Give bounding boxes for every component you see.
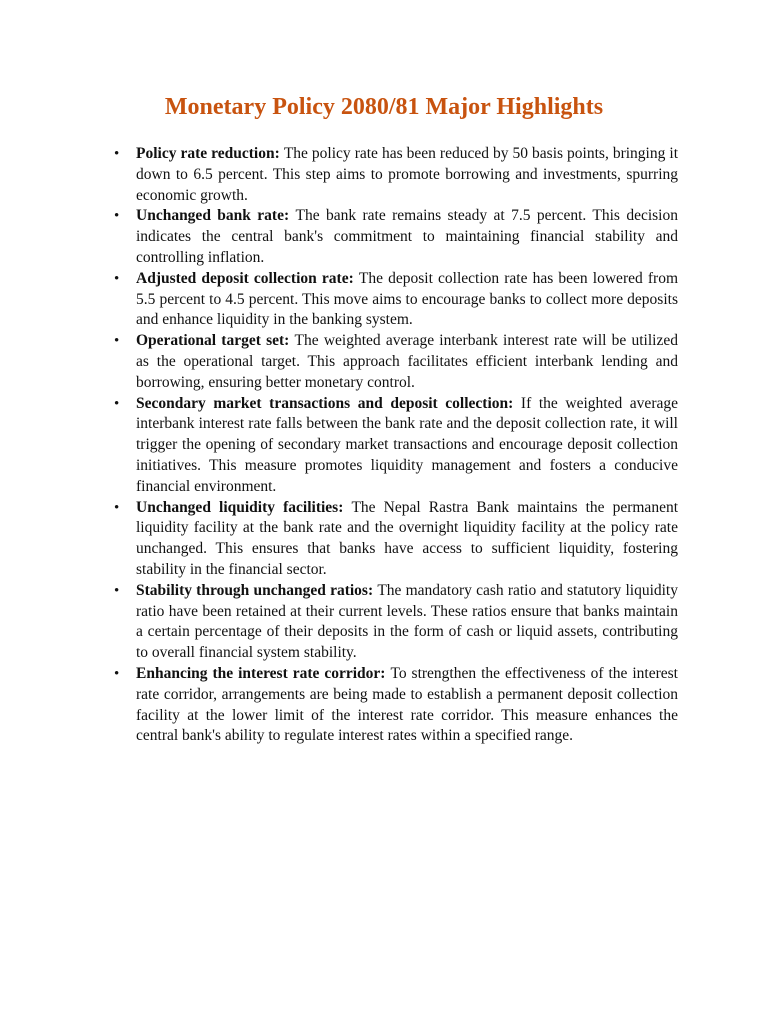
- item-text: The policy rate has been reduced by 50 basis points, bringing it down to 6.5 percent. This step aims to promote borrowing and investments, spurring economic growth.: [136, 145, 679, 204]
- item-text: To strengthen the effectiveness of the interest rate corridor, arrangements are being made to establish a permanent deposit collection facility at the lower limit of the interest rate corridor. This measure enhances the central bank's ability to regulate interest rates within a specified range.: [136, 664, 678, 745]
- list-item: [114, 498, 679, 581]
- bullet-icon: •: [114, 582, 120, 599]
- item-term: Enhancing the interest rate corridor:: [136, 664, 391, 682]
- list-item: [114, 269, 678, 331]
- bullet-icon: •: [114, 270, 120, 287]
- bullet-icon: •: [114, 665, 120, 682]
- item-text: The Nepal Rastra Bank maintains the permanent liquidity facility at the bank rate and the overnight liquidity facility at the policy rate unchanged. This ensures that banks have access to sufficient liquidity, fostering stability in the financial sector.: [136, 498, 679, 578]
- item-term: Operational target set:: [136, 332, 295, 350]
- item-text: The bank rate remains steady at 7.5 percent. This decision indicates the central bank's commitment to maintaining financial stability and controlling inflation.: [136, 207, 678, 266]
- list-item: [114, 664, 678, 747]
- bullet-icon: •: [114, 208, 120, 225]
- bullet-icon: •: [114, 146, 120, 162]
- item-term: Unchanged bank rate:: [136, 207, 296, 225]
- item-text: If the weighted average interbank interest rate falls between the bank rate and the deposit collection rate, it will trigger the opening of secondary market transactions and encourage deposit collection initiatives. This measure promotes liquidity management and fosters a conducive financial environment.: [136, 394, 678, 495]
- list-item: [114, 331, 678, 393]
- bullet-icon: •: [114, 499, 120, 516]
- item-text: The mandatory cash ratio and statutory liquidity ratio have been retained at their current levels. These ratios ensure that banks maintain a certain percentage of their deposits in the form of cash or liquid assets, contributing to overall financial system stability.: [136, 581, 678, 662]
- item-term: Unchanged liquidity facilities:: [136, 498, 352, 516]
- bullet-icon: •: [114, 333, 120, 350]
- item-term: Secondary market transactions and deposit collection:: [136, 394, 521, 412]
- item-term: Adjusted deposit collection rate:: [136, 269, 359, 287]
- item-text: The weighted average interbank interest rate will be utilized as the operational target. This approach facilitates efficient interbank lending and borrowing, ensuring better monetary control.: [136, 332, 678, 391]
- page-title: Monetary Policy 2080/81 Major Highlights: [164, 94, 604, 120]
- bullet-icon: •: [114, 395, 120, 412]
- item-term: Stability through unchanged ratios:: [136, 581, 378, 599]
- highlights-list: [0, 144, 768, 747]
- item-term: Policy rate reduction:: [136, 145, 284, 162]
- list-item: [114, 206, 678, 268]
- list-item: [114, 394, 678, 498]
- list-item: [114, 144, 679, 206]
- list-item: [114, 581, 678, 664]
- item-text: The deposit collection rate has been lowered from 5.5 percent to 4.5 percent. This move aims to encourage banks to collect more deposits and enhance liquidity in the banking system.: [136, 269, 678, 329]
